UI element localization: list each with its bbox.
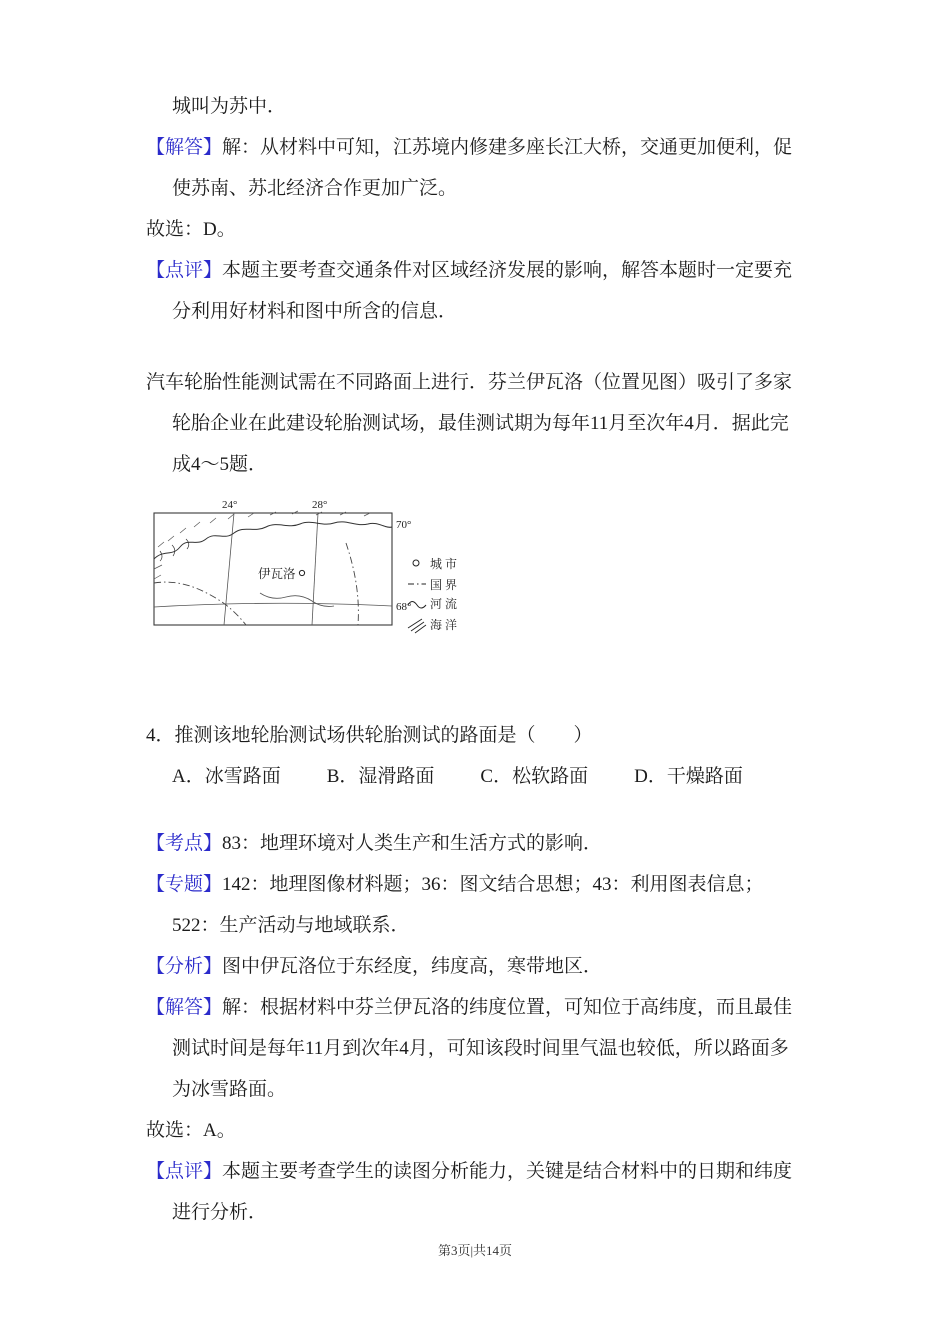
answer-choice-line: 故选：D。 bbox=[146, 219, 236, 240]
section-tag: 【解答】 bbox=[146, 997, 223, 1018]
second-answer-section bbox=[146, 823, 814, 1233]
meridian-line-28 bbox=[312, 513, 318, 625]
question-intro-line: 汽车轮胎性能测试需在不同路面上进行．芬兰伊瓦洛（位置见图）吸引了多家 bbox=[146, 372, 793, 393]
question-intro-line: 轮胎企业在此建设轮胎测试场，最佳测试期为每年11月至次年4月．据此完 bbox=[172, 413, 789, 434]
question-stem: 4．推测该地轮胎测试场供轮胎测试的路面是（ ） bbox=[146, 725, 593, 746]
fjord-lines bbox=[160, 539, 189, 561]
national-border-line-east bbox=[346, 543, 358, 625]
document-body bbox=[146, 86, 814, 1233]
legend-city-label: 城 市 bbox=[430, 557, 458, 571]
zhuanti-line: 【专题】142：地理图像材料题；36：图文结合思想；43：利用图表信息； bbox=[146, 874, 764, 895]
kaodian-line: 【考点】83：地理环境对人类生产和生活方式的影响． bbox=[146, 833, 603, 854]
map-legend bbox=[408, 557, 457, 633]
answer-line: 【解答】解：根据材料中芬兰伊瓦洛的纬度位置，可知位于高纬度，而且最佳 bbox=[146, 997, 793, 1018]
longitude-label-24: 24° bbox=[222, 499, 238, 511]
legend-ocean-icon bbox=[408, 619, 426, 633]
page-footer: 第3页|共14页 bbox=[437, 1243, 513, 1258]
answer-line: 【解答】解：从材料中可知，江苏境内修建多座长江大桥，交通更加便利，促 bbox=[146, 137, 793, 158]
city-marker-icon bbox=[299, 570, 304, 575]
comment-line: 分利用好材料和图中所含的信息． bbox=[172, 301, 458, 322]
section-tag: 【专题】 bbox=[146, 874, 223, 895]
answer-line: 使苏南、苏北经济合作更加广泛。 bbox=[172, 178, 458, 199]
legend-river-label: 河 流 bbox=[430, 597, 458, 611]
option-c: C．松软路面 bbox=[480, 766, 589, 787]
latitude-label-70: 70° bbox=[396, 519, 412, 531]
question-options-row bbox=[146, 756, 814, 797]
latitude-label-68: 68° bbox=[396, 601, 412, 613]
comment-line: 进行分析． bbox=[172, 1202, 268, 1223]
river-line bbox=[260, 593, 334, 606]
map-figure bbox=[150, 497, 495, 667]
option-b: B．湿滑路面 bbox=[326, 766, 435, 787]
paragraph-tail-line: 城叫为苏中． bbox=[172, 96, 287, 117]
section-tag: 【点评】 bbox=[146, 260, 223, 281]
section-tag: 【解答】 bbox=[146, 137, 223, 158]
finland-map bbox=[150, 497, 495, 667]
option-a: A．冰雪路面 bbox=[172, 766, 281, 787]
section-tag: 【点评】 bbox=[146, 1161, 223, 1182]
answer-choice-line: 故选：A。 bbox=[146, 1120, 236, 1141]
question-intro-section bbox=[146, 362, 814, 485]
coastline bbox=[154, 522, 392, 559]
fenxi-line: 【分析】图中伊瓦洛位于东经度，纬度高，寒带地区． bbox=[146, 956, 603, 977]
answer-line: 为冰雪路面。 bbox=[172, 1079, 287, 1100]
comment-line: 【点评】本题主要考查学生的读图分析能力，关键是结合材料中的日期和纬度 bbox=[146, 1161, 793, 1182]
answer-line: 测试时间是每年11月到次年4月，可知该段时间里气温也较低，所以路面多 bbox=[172, 1038, 789, 1059]
question-intro-line: 成4～5题． bbox=[172, 454, 268, 475]
zhuanti-line: 522：生产活动与地域联系． bbox=[172, 915, 410, 936]
legend-border-label: 国 界 bbox=[430, 578, 458, 592]
blank-line bbox=[146, 797, 814, 823]
option-d: D．干燥路面 bbox=[634, 766, 743, 787]
parallel-line-68 bbox=[154, 603, 392, 607]
legend-city-icon bbox=[413, 560, 419, 566]
first-answer-section bbox=[146, 86, 814, 332]
comment-line: 【点评】本题主要考查交通条件对区域经济发展的影响，解答本题时一定要充 bbox=[146, 260, 793, 281]
blank-line bbox=[146, 332, 814, 362]
section-tag: 【考点】 bbox=[146, 833, 223, 854]
longitude-label-28: 28° bbox=[312, 499, 328, 511]
section-tag: 【分析】 bbox=[146, 956, 223, 977]
legend-ocean-label: 海 洋 bbox=[430, 618, 458, 632]
meridian-line-24 bbox=[224, 513, 234, 625]
city-label: 伊瓦洛 bbox=[258, 567, 296, 581]
